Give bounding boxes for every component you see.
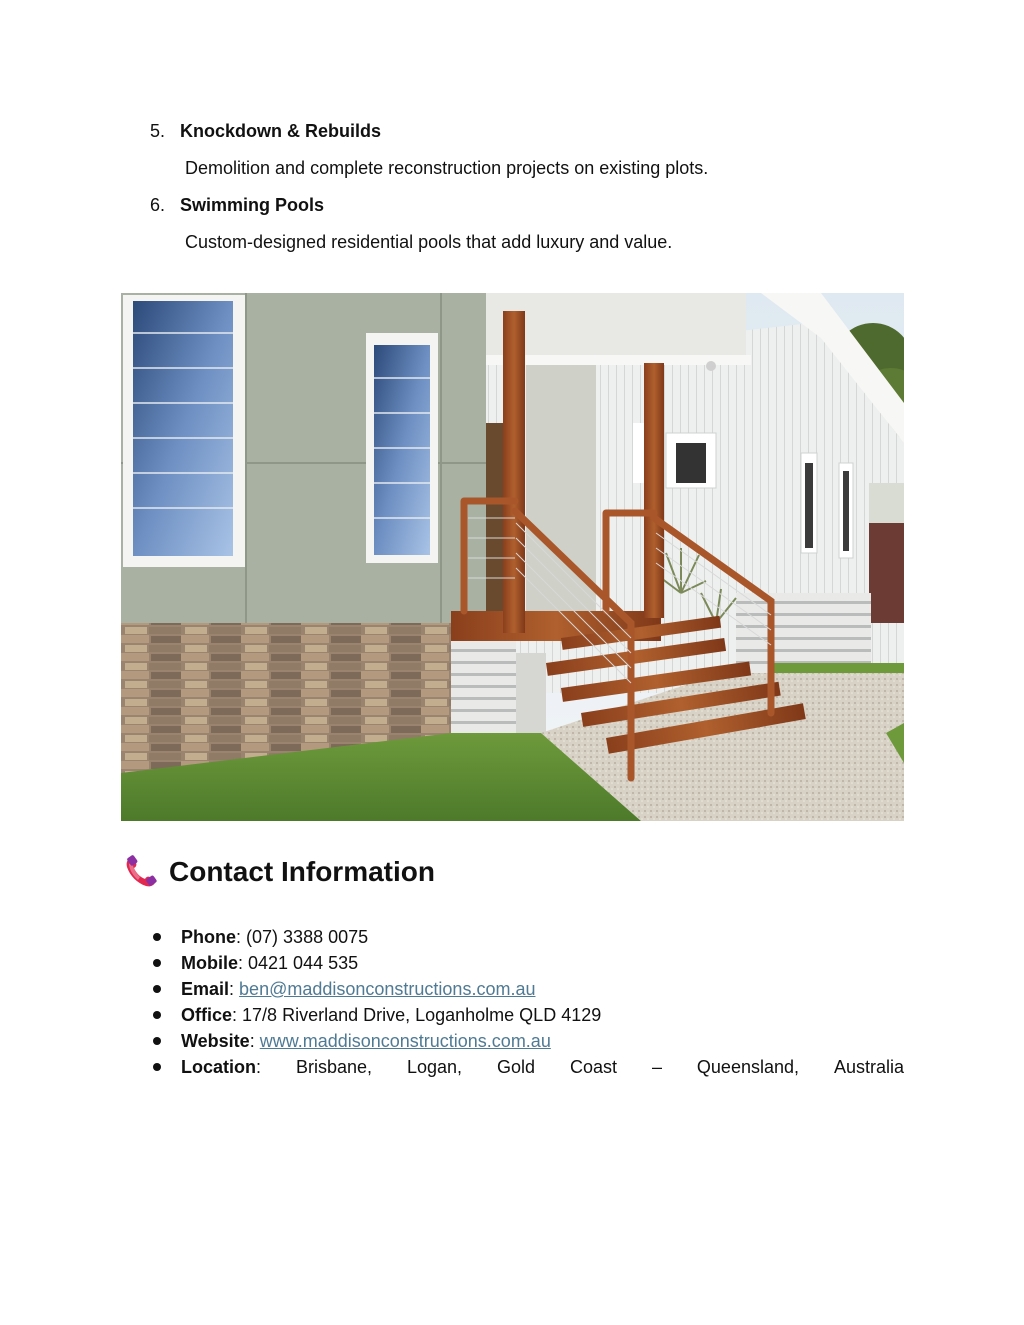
service-title: Swimming Pools	[180, 195, 325, 215]
location-word: Australia	[833, 1057, 904, 1077]
service-title: Knockdown & Rebuilds	[180, 121, 382, 141]
bullet	[153, 959, 161, 967]
phone-label: Phone	[181, 927, 237, 947]
email-label: Email	[181, 979, 230, 999]
location-word: Coast	[569, 1057, 617, 1077]
list-item-office	[150, 1002, 904, 1028]
separator: :	[236, 927, 247, 947]
service-item-6	[150, 195, 324, 216]
phone-value: (07) 3388 0075	[246, 927, 369, 947]
list-item-mobile	[150, 950, 904, 976]
service-description: Custom-designed residential pools that add luxury and value.	[185, 232, 673, 252]
location-word: Gold	[496, 1057, 536, 1077]
office-value: 17/8 Riverland Drive, Loganholme QLD 4129	[242, 1005, 602, 1025]
phone-icon	[123, 854, 159, 890]
mobile-value: 0421 044 535	[248, 953, 359, 973]
separator: :	[256, 1057, 262, 1077]
office-label: Office	[181, 1005, 233, 1025]
contact-heading	[123, 852, 435, 892]
separator: :	[249, 1031, 260, 1051]
bullet	[153, 1037, 161, 1045]
bullet	[153, 1063, 161, 1071]
list-item-email	[150, 976, 904, 1002]
email-link[interactable]: ben@maddisonconstructions.com.au	[239, 979, 536, 999]
bullet	[153, 933, 161, 941]
bullet	[153, 1011, 161, 1019]
location-label-group	[181, 1054, 261, 1080]
contact-list	[150, 924, 904, 1080]
location-word: Brisbane,	[295, 1057, 373, 1077]
service-number: 5.	[150, 121, 166, 141]
location-word: Logan,	[406, 1057, 463, 1077]
contact-title: Contact Information	[169, 856, 435, 887]
service-description: Demolition and complete reconstruction projects on existing plots.	[185, 158, 709, 178]
mobile-label: Mobile	[181, 953, 238, 973]
service-item-5	[150, 121, 381, 142]
bullet	[153, 985, 161, 993]
list-item-website	[150, 1028, 904, 1054]
house-entrance-photo	[121, 293, 904, 821]
website-link[interactable]: www.maddisonconstructions.com.au	[259, 1031, 551, 1051]
separator: :	[238, 953, 249, 973]
list-item-location	[150, 1054, 904, 1080]
separator: :	[232, 1005, 243, 1025]
location-word: Queensland,	[696, 1057, 799, 1077]
location-word: –	[651, 1057, 662, 1077]
list-item-phone	[150, 924, 904, 950]
separator: :	[229, 979, 240, 999]
service-number: 6.	[150, 195, 166, 215]
location-label: Location	[181, 1057, 256, 1077]
location-row	[181, 1054, 904, 1080]
website-label: Website	[181, 1031, 250, 1051]
